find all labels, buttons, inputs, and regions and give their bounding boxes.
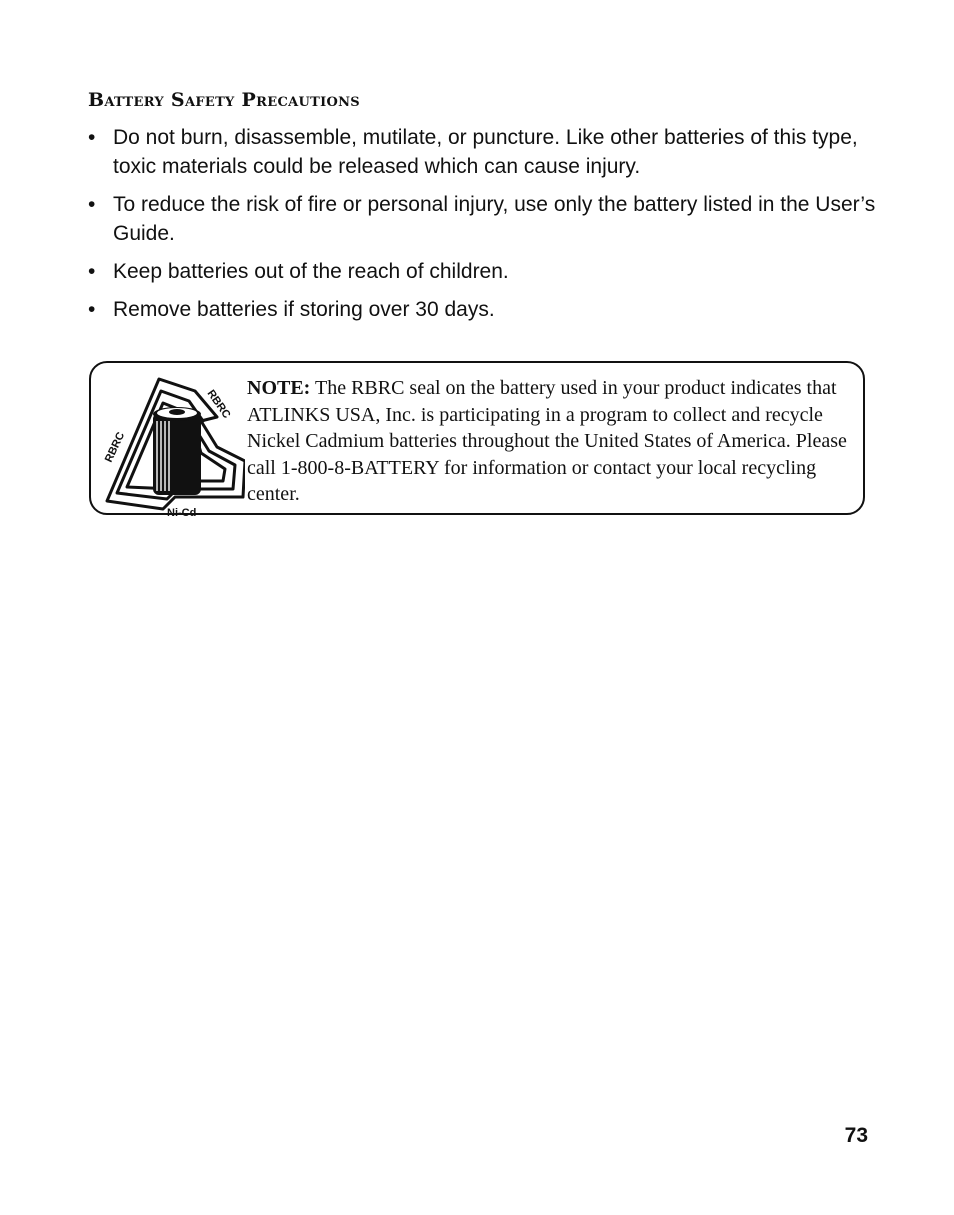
list-item xyxy=(88,257,878,286)
note-text xyxy=(247,375,859,508)
seal-label-left: RBRC xyxy=(102,430,128,465)
page-number: 73 xyxy=(844,1124,868,1147)
note-body: The RBRC seal on the battery used in your product indicates that ATLINKS USA, Inc. is participating in a program to collect and recycle Nickel Cadmium batteries throughout the United States of America. Please call 1-800-8-BATTERY for information or contact your local recycling center. xyxy=(247,377,847,505)
list-item-text: Remove batteries if storing over 30 days. xyxy=(113,298,495,321)
bullet-icon: • xyxy=(88,126,96,149)
section-heading: Battery Safety Precautions xyxy=(88,89,360,111)
list-item-text: Keep batteries out of the reach of children. xyxy=(113,260,509,283)
precautions-list xyxy=(88,123,878,333)
list-item-text: Do not burn, disassemble, mutilate, or puncture. Like other batteries of this type, toxic materials could be released which can cause injury. xyxy=(113,126,858,178)
seal-label-bottom: Ni-Cd xyxy=(167,507,197,519)
seal-label-right: RBRC xyxy=(204,387,233,421)
bullet-icon: • xyxy=(88,260,96,283)
list-item xyxy=(88,295,878,324)
note-box xyxy=(89,361,865,519)
rbrc-seal-icon xyxy=(97,369,245,519)
list-item-text: To reduce the risk of fire or personal injury, use only the battery listed in the User’s Guide. xyxy=(113,193,876,245)
bullet-icon: • xyxy=(88,298,96,321)
note-label: NOTE: xyxy=(247,377,311,399)
bullet-icon: • xyxy=(88,193,96,216)
list-item xyxy=(88,190,878,248)
list-item xyxy=(88,123,878,181)
